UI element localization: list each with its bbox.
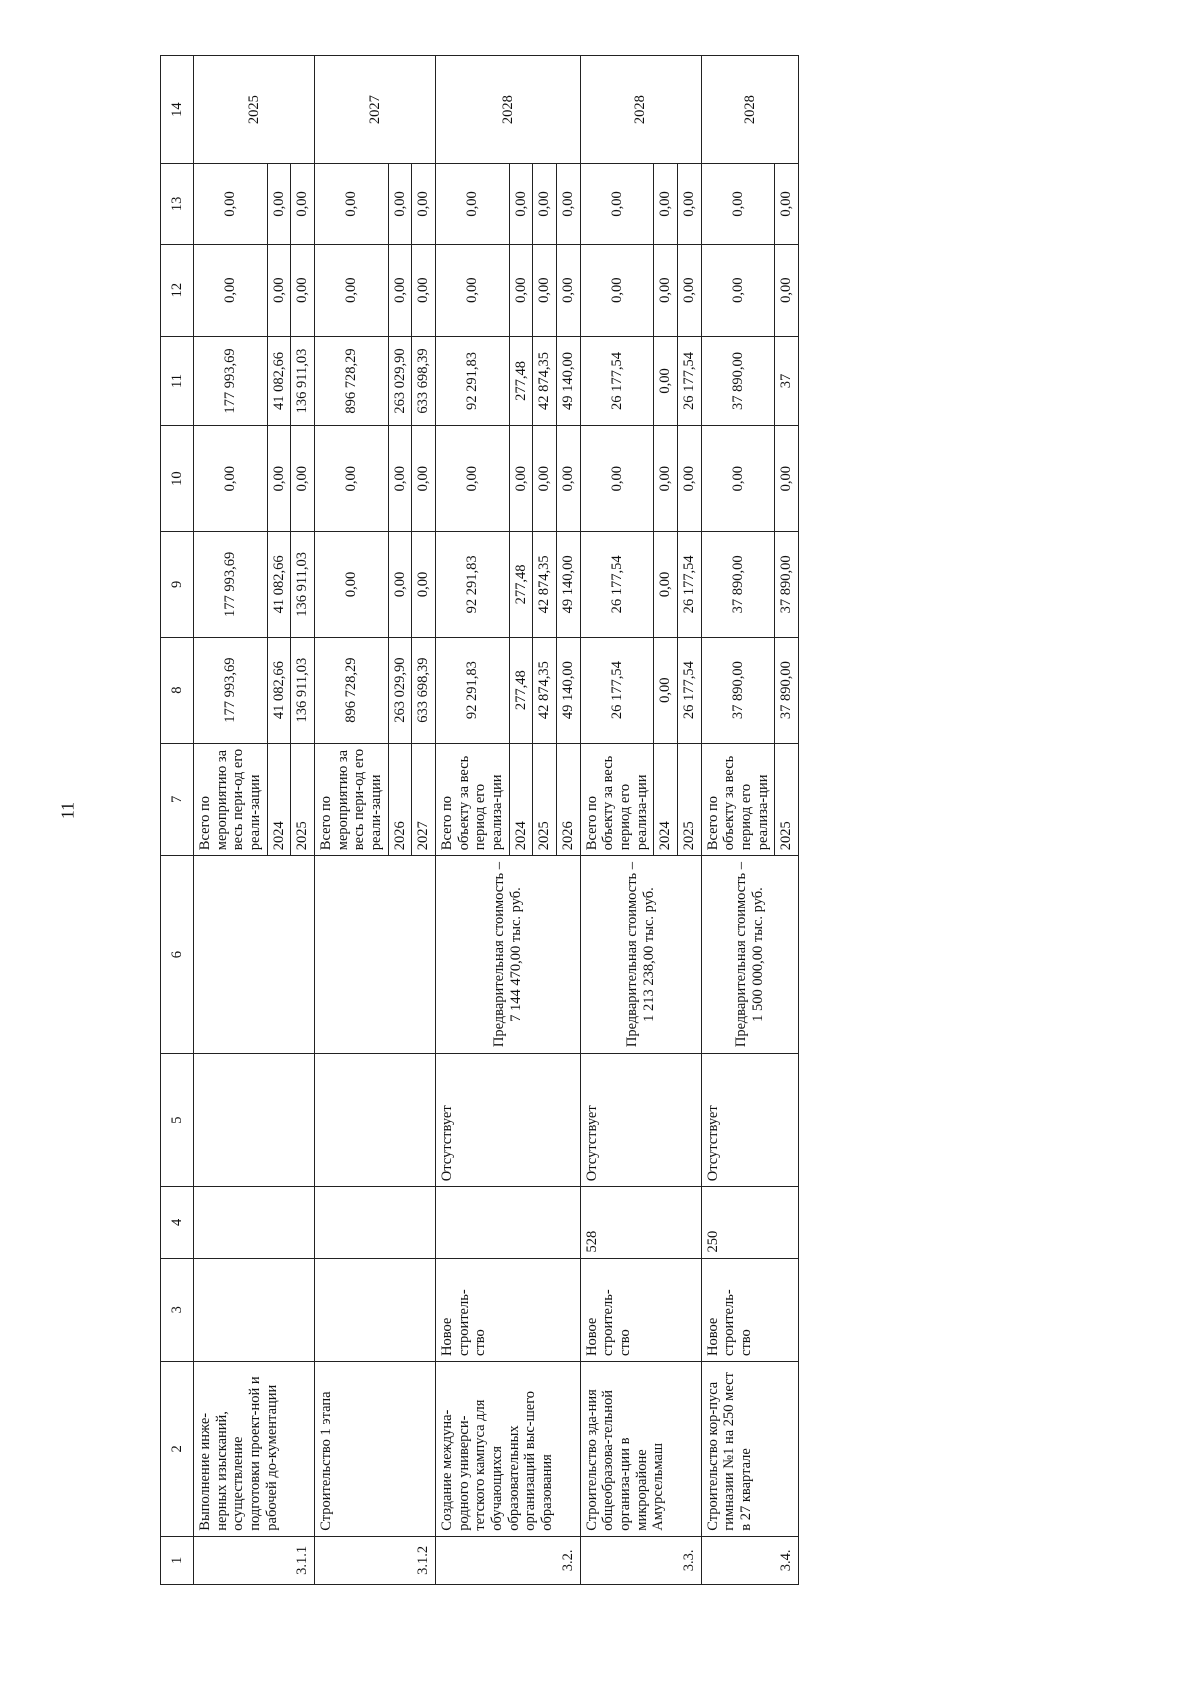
row-name: Строительство кор-пуса гимназии №1 на 250 мест в 27 квартале	[701, 1361, 798, 1536]
column-header-12: 12	[161, 244, 194, 336]
amount-cell: 37 890,00	[775, 637, 799, 743]
column-header-7: 7	[161, 743, 194, 856]
amount-cell: 0,00	[678, 164, 702, 244]
amount-cell: 0,00	[291, 164, 315, 244]
amount-cell: 26 177,54	[580, 336, 654, 426]
amount-cell: 0,00	[315, 164, 389, 244]
amount-cell: 0,00	[775, 244, 799, 336]
row-code: 3.4.	[701, 1536, 798, 1584]
period-cell: Всего по объекту за весь период его реализа-ции	[701, 743, 775, 856]
amount-cell: 0,00	[509, 426, 533, 532]
amount-cell: 0,00	[291, 244, 315, 336]
amount-cell: 0,00	[775, 426, 799, 532]
column-header-10: 10	[161, 426, 194, 532]
row-design-docs	[194, 1053, 315, 1186]
amount-cell: 0,00	[388, 426, 412, 532]
column-header-13: 13	[161, 164, 194, 244]
table-rotation-wrapper	[160, 55, 1160, 1585]
amount-cell: 0,00	[678, 426, 702, 532]
amount-cell: 177 993,69	[194, 336, 268, 426]
completion-year: 2028	[436, 56, 581, 164]
amount-cell: 0,00	[654, 532, 678, 638]
amount-cell: 0,00	[436, 244, 510, 336]
amount-cell: 42 874,35	[533, 336, 557, 426]
amount-cell: 263 029,90	[388, 336, 412, 426]
row-capacity: 250	[701, 1187, 798, 1258]
amount-cell: 0,00	[194, 244, 268, 336]
row-design-docs: Отсутствует	[580, 1053, 701, 1186]
completion-year: 2027	[315, 56, 436, 164]
page-number: 11	[57, 801, 78, 820]
table-row	[580, 56, 654, 1585]
amount-cell: 0,00	[412, 164, 436, 244]
period-cell: Всего по мероприятию за весь пери-од его реали-зации	[194, 743, 268, 856]
column-header-6: 6	[161, 856, 194, 1054]
row-capacity	[436, 1187, 581, 1258]
amount-cell: 0,00	[775, 164, 799, 244]
amount-cell: 136 911,03	[291, 336, 315, 426]
period-cell: 2025	[291, 743, 315, 856]
amount-cell: 42 874,35	[533, 637, 557, 743]
amount-cell: 37 890,00	[701, 336, 775, 426]
amount-cell: 263 029,90	[388, 637, 412, 743]
period-cell: 2024	[654, 743, 678, 856]
amount-cell: 49 140,00	[557, 637, 581, 743]
amount-cell: 0,00	[701, 426, 775, 532]
amount-cell: 0,00	[654, 336, 678, 426]
column-header-5: 5	[161, 1053, 194, 1186]
amount-cell: 0,00	[315, 244, 389, 336]
program-table	[160, 55, 799, 1585]
amount-cell: 277,48	[509, 336, 533, 426]
table-row	[701, 56, 775, 1585]
amount-cell: 0,00	[291, 426, 315, 532]
amount-cell: 0,00	[412, 532, 436, 638]
amount-cell: 26 177,54	[678, 637, 702, 743]
row-estimated-cost: Предварительная стоимость – 1 213 238,00 тыс. руб.	[580, 856, 701, 1054]
amount-cell: 0,00	[388, 244, 412, 336]
amount-cell: 0,00	[412, 244, 436, 336]
amount-cell: 0,00	[412, 426, 436, 532]
header-row	[161, 56, 194, 1585]
amount-cell: 37 890,00	[701, 532, 775, 638]
row-name: Создание междуна-родного универси-тетского кампуса для обучающихся образовательных организаций выс-шего образования	[436, 1361, 581, 1536]
amount-cell: 0,00	[388, 164, 412, 244]
amount-cell: 49 140,00	[557, 532, 581, 638]
table-row	[315, 56, 389, 1585]
row-design-docs: Отсутствует	[701, 1053, 798, 1186]
amount-cell: 136 911,03	[291, 637, 315, 743]
amount-cell: 49 140,00	[557, 336, 581, 426]
row-estimated-cost: Предварительная стоимость – 7 144 470,00 тыс. руб.	[436, 856, 581, 1054]
amount-cell: 37 890,00	[701, 637, 775, 743]
period-cell: 2026	[388, 743, 412, 856]
amount-cell: 633 698,39	[412, 336, 436, 426]
amount-cell: 0,00	[509, 244, 533, 336]
amount-cell: 177 993,69	[194, 637, 268, 743]
row-design-docs	[315, 1053, 436, 1186]
amount-cell: 277,48	[509, 637, 533, 743]
completion-year: 2028	[701, 56, 798, 164]
period-cell: 2025	[775, 743, 799, 856]
row-code: 3.1.1	[194, 1536, 315, 1584]
amount-cell: 37	[775, 336, 799, 426]
amount-cell: 0,00	[509, 164, 533, 244]
column-header-11: 11	[161, 336, 194, 426]
column-header-8: 8	[161, 637, 194, 743]
column-header-1: 1	[161, 1536, 194, 1584]
column-header-14: 14	[161, 56, 194, 164]
amount-cell: 0,00	[580, 244, 654, 336]
table-row	[194, 56, 268, 1585]
amount-cell: 0,00	[580, 164, 654, 244]
amount-cell: 37 890,00	[775, 532, 799, 638]
period-cell: 2025	[533, 743, 557, 856]
row-capacity: 528	[580, 1187, 701, 1258]
amount-cell: 41 082,66	[267, 336, 291, 426]
column-header-9: 9	[161, 532, 194, 638]
table-row	[436, 56, 510, 1585]
period-cell: Всего по объекту за весь период его реализа-ции	[580, 743, 654, 856]
amount-cell: 0,00	[388, 532, 412, 638]
amount-cell: 0,00	[654, 164, 678, 244]
amount-cell: 896 728,29	[315, 336, 389, 426]
amount-cell: 0,00	[533, 164, 557, 244]
amount-cell: 26 177,54	[580, 637, 654, 743]
row-construction-type: Новое строитель-ство	[701, 1258, 798, 1361]
row-code: 3.3.	[580, 1536, 701, 1584]
amount-cell: 0,00	[557, 426, 581, 532]
amount-cell: 0,00	[557, 164, 581, 244]
row-name: Строительство зда-ния общеобразова-тельной организа-ции в микрорайоне Амурсельмаш	[580, 1361, 701, 1536]
period-cell: Всего по мероприятию за весь пери-од его реали-зации	[315, 743, 389, 856]
amount-cell: 896 728,29	[315, 637, 389, 743]
amount-cell: 26 177,54	[678, 336, 702, 426]
amount-cell: 0,00	[436, 164, 510, 244]
amount-cell: 41 082,66	[267, 637, 291, 743]
completion-year: 2025	[194, 56, 315, 164]
amount-cell: 92 291,83	[436, 637, 510, 743]
period-cell: 2027	[412, 743, 436, 856]
amount-cell: 0,00	[654, 244, 678, 336]
row-capacity	[194, 1187, 315, 1258]
amount-cell: 0,00	[654, 426, 678, 532]
row-name: Выполнение инже-нерных изысканий, осуществление подготовки проект-ной и рабочей до-кументации	[194, 1361, 315, 1536]
amount-cell: 633 698,39	[412, 637, 436, 743]
period-cell: 2024	[267, 743, 291, 856]
amount-cell: 0,00	[701, 244, 775, 336]
row-construction-type: Новое строитель-ство	[580, 1258, 701, 1361]
amount-cell: 92 291,83	[436, 336, 510, 426]
table-body	[194, 56, 799, 1585]
row-estimated-cost	[194, 856, 315, 1054]
row-code: 3.2.	[436, 1536, 581, 1584]
row-construction-type	[194, 1258, 315, 1361]
amount-cell: 42 874,35	[533, 532, 557, 638]
amount-cell: 177 993,69	[194, 532, 268, 638]
amount-cell: 0,00	[315, 426, 389, 532]
column-header-2: 2	[161, 1361, 194, 1536]
amount-cell: 26 177,54	[678, 532, 702, 638]
period-cell: 2026	[557, 743, 581, 856]
amount-cell: 41 082,66	[267, 532, 291, 638]
amount-cell: 0,00	[267, 426, 291, 532]
period-cell: Всего по объекту за весь период его реализа-ции	[436, 743, 510, 856]
completion-year: 2028	[580, 56, 701, 164]
amount-cell: 0,00	[678, 244, 702, 336]
row-name: Строительство 1 этапа	[315, 1361, 436, 1536]
amount-cell: 277,48	[509, 532, 533, 638]
row-estimated-cost: Предварительная стоимость – 1 500 000,00 тыс. руб.	[701, 856, 798, 1054]
amount-cell: 0,00	[654, 637, 678, 743]
amount-cell: 0,00	[194, 426, 268, 532]
row-construction-type	[315, 1258, 436, 1361]
amount-cell: 0,00	[701, 164, 775, 244]
row-design-docs: Отсутствует	[436, 1053, 581, 1186]
amount-cell: 136 911,03	[291, 532, 315, 638]
amount-cell: 0,00	[436, 426, 510, 532]
column-header-4: 4	[161, 1187, 194, 1258]
period-cell: 2024	[509, 743, 533, 856]
amount-cell: 0,00	[315, 532, 389, 638]
amount-cell: 26 177,54	[580, 532, 654, 638]
amount-cell: 0,00	[267, 164, 291, 244]
amount-cell: 0,00	[580, 426, 654, 532]
amount-cell: 0,00	[194, 164, 268, 244]
period-cell: 2025	[678, 743, 702, 856]
amount-cell: 92 291,83	[436, 532, 510, 638]
amount-cell: 0,00	[267, 244, 291, 336]
row-estimated-cost	[315, 856, 436, 1054]
table-container	[160, 55, 1155, 1585]
row-code: 3.1.2	[315, 1536, 436, 1584]
amount-cell: 0,00	[557, 244, 581, 336]
row-capacity	[315, 1187, 436, 1258]
row-construction-type: Новое строитель-ство	[436, 1258, 581, 1361]
amount-cell: 0,00	[533, 244, 557, 336]
column-header-3: 3	[161, 1258, 194, 1361]
amount-cell: 0,00	[533, 426, 557, 532]
